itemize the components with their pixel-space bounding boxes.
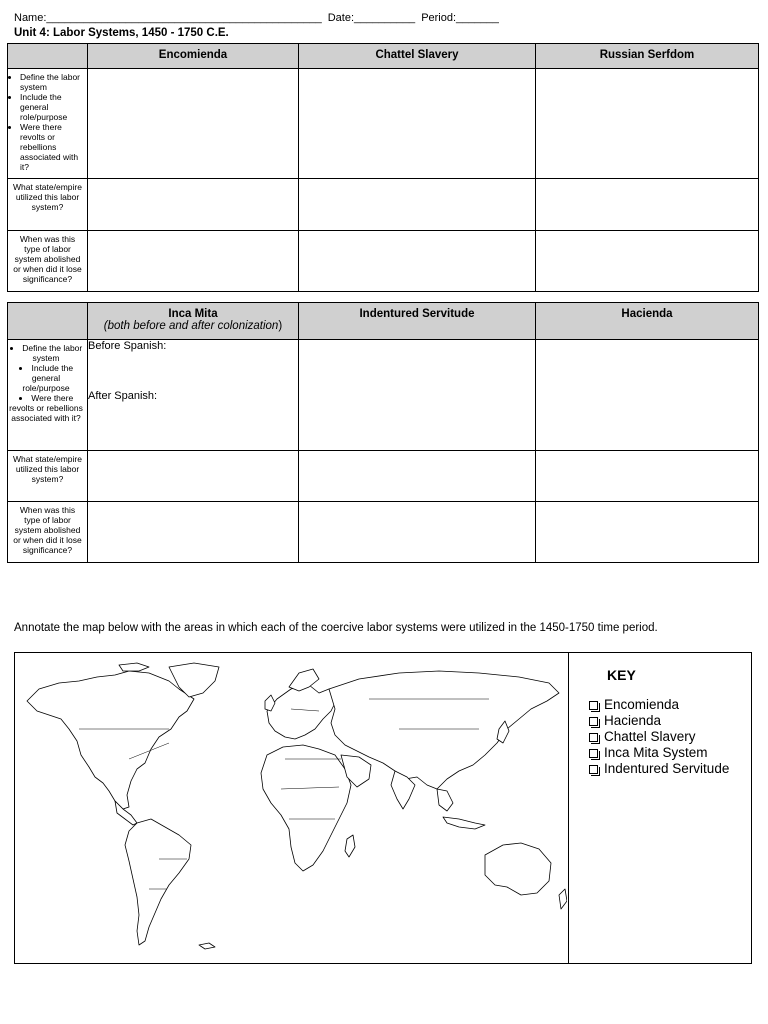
header-line [14,12,499,24]
date-blank[interactable]: __________ [354,12,416,24]
question-define [8,69,88,179]
inca-mita-subtitle: (both before and after colonization [103,320,279,332]
key-item-label: Hacienda [604,713,662,728]
indonesia-outline [443,817,485,829]
madagascar-outline [345,835,355,857]
checkbox-icon[interactable] [589,749,598,758]
answer-cell[interactable] [299,340,536,451]
question-abolished: When was this type of labor system abolished or when did it lose significance? [8,502,88,563]
col-header-indentured-servitude: Indentured Servitude [299,303,536,340]
key-item-chattel-slavery[interactable] [589,729,729,745]
period-label: Period: [421,12,457,24]
answer-cell[interactable] [88,179,299,231]
define-bullet: • Define the labor system [8,343,84,363]
answer-cell[interactable] [299,179,536,231]
south-america-outline [125,819,191,945]
answer-cell[interactable] [88,451,299,502]
after-spanish-label: After Spanish: [88,390,158,402]
north-america-outline [27,671,194,809]
answer-cell[interactable] [536,451,759,502]
key-item-label: Chattel Slavery [604,729,696,744]
map-key-divider [568,653,569,963]
col-header-encomienda: Encomienda [88,44,299,69]
define-bullet: • Define the labor system [20,72,84,92]
inca-mita-subtitle-close: ) [278,320,283,332]
key-list [589,697,729,777]
answer-cell[interactable] [536,502,759,563]
before-spanish-label: Before Spanish: [88,340,167,352]
answer-cell[interactable] [536,179,759,231]
define-bullet: • Include the general role/purpose [20,92,84,122]
checkbox-icon[interactable] [589,701,598,710]
answer-cell[interactable] [88,69,299,179]
col-header-inca-mita [88,303,299,340]
corner-cell [8,303,88,340]
answer-cell[interactable] [299,69,536,179]
answer-cell[interactable] [536,69,759,179]
key-item-label: Encomienda [604,697,680,712]
question-state: What state/empire utilized this labor system? [8,451,88,502]
define-bullet: • Include the general role/purpose [8,363,84,393]
key-item-label: Inca Mita System [604,745,708,760]
define-bullet: • Were there revolts or rebellions associated with it? [20,122,84,172]
corner-cell [8,44,88,69]
australia-outline [485,843,551,895]
answer-cell[interactable] [299,451,536,502]
key-title: KEY [607,667,636,683]
europe-outline [267,685,337,739]
map-instruction: Annotate the map below with the areas in which each of the coercive labor systems were utilized in the 1450-1750 time period. [14,622,658,634]
labor-table-1 [7,43,759,292]
checkbox-icon[interactable] [589,765,598,774]
answer-cell[interactable] [299,502,536,563]
answer-cell[interactable] [536,340,759,451]
southeast-asia-outline [437,789,453,811]
key-item-label: Indentured Servitude [604,761,730,776]
date-label: Date: [327,12,354,24]
answer-cell-inca-mita[interactable] [88,340,299,451]
key-item-inca-mita[interactable] [589,745,729,761]
answer-cell[interactable] [88,502,299,563]
arctic-islands-outline [119,663,149,671]
key-item-indentured-servitude[interactable] [589,761,729,777]
antarctica-outline [199,943,215,949]
col-header-hacienda: Hacienda [536,303,759,340]
map-key [589,667,729,777]
inca-mita-title: Inca Mita [168,308,218,320]
answer-cell[interactable] [88,231,299,292]
col-header-chattel-slavery: Chattel Slavery [299,44,536,69]
map-annotation-box [14,652,752,964]
world-outline-map[interactable] [19,659,567,957]
key-item-encomienda[interactable] [589,697,729,713]
labor-table-2 [7,302,759,563]
new-zealand-outline [559,889,567,909]
define-bullet: • Were there revolts or rebellions associated with it? [8,393,84,423]
answer-cell[interactable] [299,231,536,292]
africa-outline [261,745,351,871]
question-define [8,340,88,451]
checkbox-icon[interactable] [589,717,598,726]
period-blank[interactable]: _______ [456,12,499,24]
scandinavia-outline [289,669,319,691]
question-abolished: When was this type of labor system abolished or when did it lose significance? [8,231,88,292]
unit-title: Unit 4: Labor Systems, 1450 - 1750 C.E. [14,27,229,39]
name-blank[interactable]: _____________________________________________ [46,12,322,24]
answer-cell[interactable] [536,231,759,292]
key-item-hacienda[interactable] [589,713,729,729]
col-header-russian-serfdom: Russian Serfdom [536,44,759,69]
checkbox-icon[interactable] [589,733,598,742]
question-state: What state/empire utilized this labor system? [8,179,88,231]
name-label: Name: [14,12,47,24]
